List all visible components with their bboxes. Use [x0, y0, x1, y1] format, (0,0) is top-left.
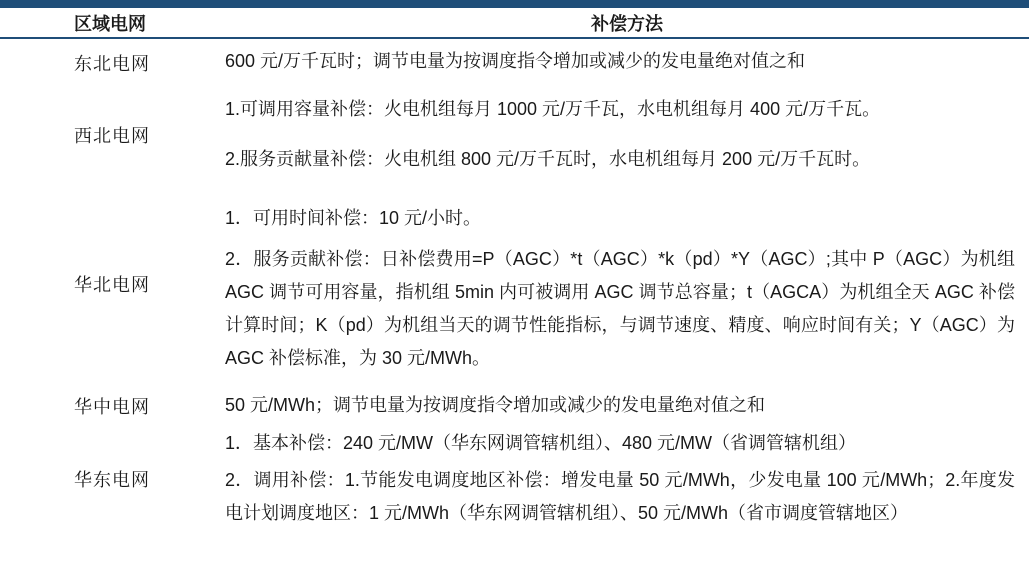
compensation-cell	[225, 385, 1029, 427]
table-row	[0, 427, 1029, 530]
table-row	[0, 39, 1029, 87]
compensation-cell	[225, 87, 1029, 182]
grid-name: 西北电网	[74, 125, 150, 146]
compensation-paragraph: 1.可调用容量补偿：火电机组每月 1000 元/万千瓦，水电机组每月 400 元/万千瓦。	[225, 99, 881, 119]
compensation-paragraph: 2．调用补偿：1.节能发电调度地区补偿：增发电量 50 元/MWh，少发电量 100 元/MWh；2.年度发电计划调度地区：1 元/MWh（华东网调管辖机组）、50 元/MWh（省市调度管辖地区）	[225, 470, 1015, 523]
table-header-row	[0, 8, 1029, 37]
grid-name: 华东电网	[74, 469, 150, 490]
compensation-paragraph: 2.服务贡献量补偿：火电机组 800 元/万千瓦时，水电机组每月 200 元/万千瓦时。	[225, 149, 871, 169]
table-row	[0, 87, 1029, 182]
table-row	[0, 182, 1029, 385]
top-accent-bar	[0, 0, 1029, 8]
table-row	[0, 385, 1029, 427]
grid-name: 华北电网	[74, 274, 150, 295]
compensation-cell	[225, 427, 1029, 530]
compensation-paragraph: 600 元/万千瓦时；调节电量为按调度指令增加或减少的发电量绝对值之和	[225, 51, 806, 71]
header-region-grid: 区域电网	[74, 13, 146, 34]
compensation-paragraph: 1．基本补偿：240 元/MW（华东网调管辖机组）、480 元/MW（省调管辖机组）	[225, 433, 857, 453]
grid-name: 东北电网	[74, 54, 150, 74]
compensation-paragraph: 2．服务贡献补偿：日补偿费用=P（AGC）*t（AGC）*k（pd）*Y（AGC）;其中 P（AGC）为机组 AGC 调节可用容量，指机组 5min 内可被调用 AGC 调节总容量；t（AGCA）为机组全天 AGC 补偿计算时间；K（pd）为机组当天的调节性能指标，与调节速度、精度、响应时间有关；Y（AGC）为 AGC 补偿标准，为 30 元/MWh。	[225, 249, 1015, 368]
compensation-paragraph: 1．可用时间补偿：10 元/小时。	[225, 208, 482, 228]
header-compensation-method: 补偿方法	[591, 13, 663, 34]
compensation-cell	[225, 182, 1029, 385]
grid-name: 华中电网	[74, 397, 150, 417]
compensation-paragraph: 50 元/MWh；调节电量为按调度指令增加或减少的发电量绝对值之和	[225, 395, 766, 415]
compensation-cell	[225, 39, 1029, 87]
